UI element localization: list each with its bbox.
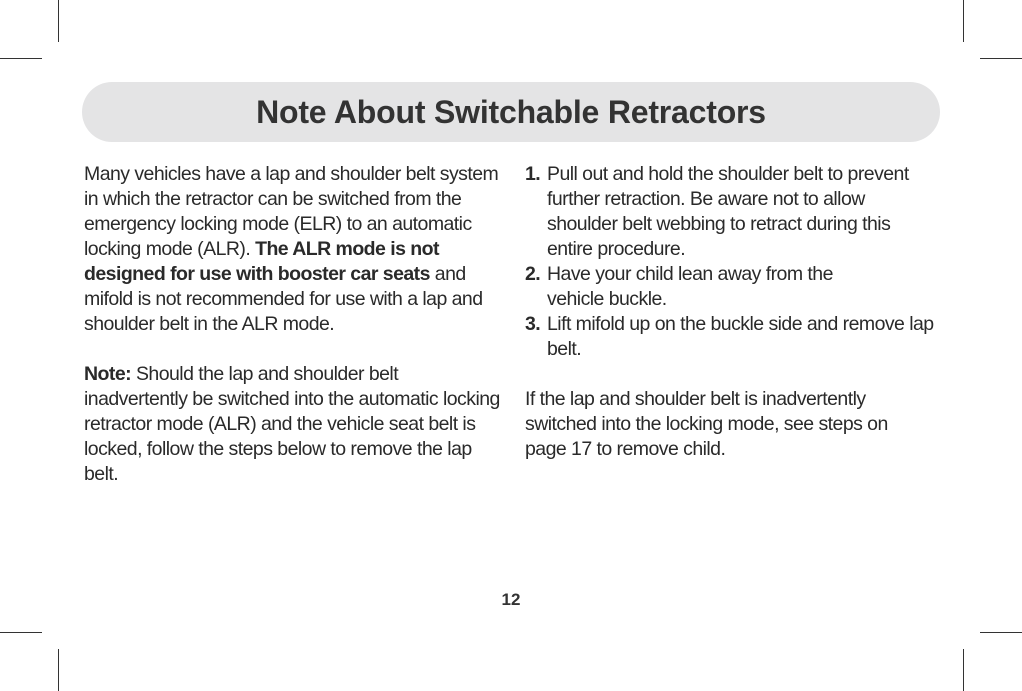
- crop-mark-bottom-right-vertical: [963, 649, 964, 691]
- crop-mark-top-right-horizontal: [980, 58, 1022, 59]
- step-item: [525, 312, 935, 362]
- crop-mark-bottom-left-vertical: [58, 649, 59, 691]
- page-title: Note About Switchable Retractors: [256, 93, 766, 130]
- crop-mark-top-left-horizontal: [0, 58, 42, 59]
- page-number: 12: [501, 590, 521, 609]
- step-text: Lift mifold up on the buckle side and remove lap belt.: [547, 313, 934, 360]
- intro-text-end: and mifold is not recommended for use with a lap and shoulder belt in the ALR mode.: [84, 263, 483, 335]
- intro-warning-bold: The ALR mode is not designed for use with booster car seats: [84, 238, 439, 285]
- crop-mark-top-left-vertical: [58, 0, 59, 42]
- step-text: Pull out and hold the shoulder belt to prevent further retraction. Be aware not to allow shoulder belt webbing to retract during this entire procedure.: [547, 163, 909, 260]
- crop-mark-top-right-vertical: [963, 0, 964, 42]
- crop-mark-bottom-right-horizontal: [980, 632, 1022, 633]
- crop-mark-bottom-left-horizontal: [0, 632, 42, 633]
- note-text: Should the lap and shoulder belt inadvertently be switched into the automatic locking retractor mode (ALR) and the vehicle seat belt is locked, follow the steps below to remove the lap belt.: [84, 363, 500, 485]
- note-paragraph: [84, 362, 504, 487]
- step-item: [525, 262, 935, 312]
- step-text: Have your child lean away from the vehicle buckle.: [547, 263, 833, 310]
- title-banner: [82, 82, 940, 142]
- left-column: [84, 162, 504, 487]
- intro-paragraph: [84, 162, 504, 337]
- step-number: 1.: [525, 163, 541, 185]
- step-number: 2.: [525, 263, 541, 285]
- note-label: Note:: [84, 363, 132, 385]
- closing-paragraph: If the lap and shoulder belt is inadvertently switched into the locking mode, see steps on page 17 to remove child.: [525, 388, 888, 460]
- step-number: 3.: [525, 313, 541, 335]
- right-column: [525, 162, 935, 462]
- step-item: [525, 162, 935, 262]
- intro-text: Many vehicles have a lap and shoulder belt system in which the retractor can be switched from the emergency locking mode (ELR) to an automatic locking mode (ALR).: [84, 163, 499, 260]
